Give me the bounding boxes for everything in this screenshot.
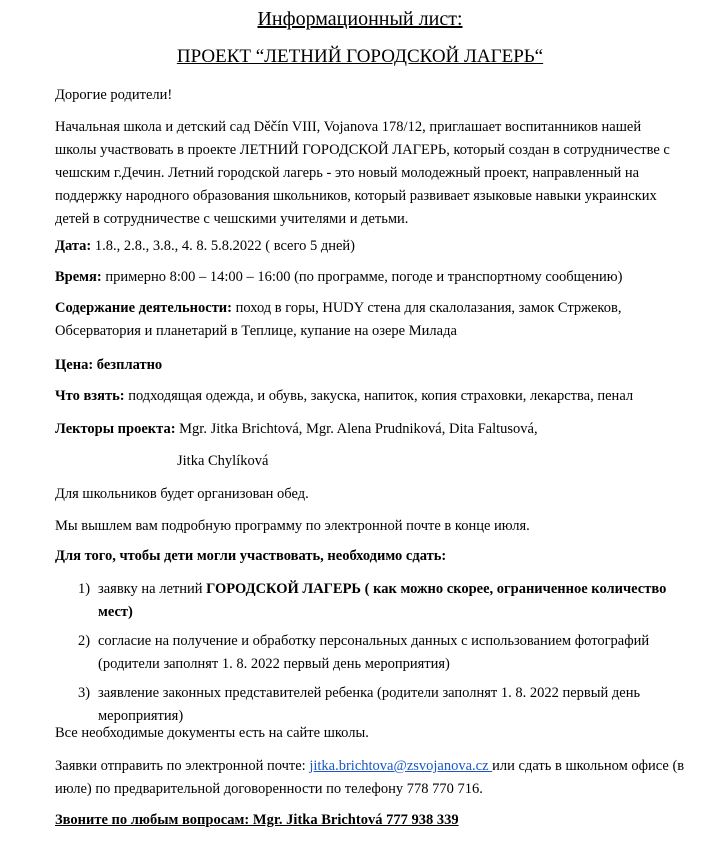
list-item xyxy=(78,578,688,624)
submit-after: или сдать в школьном офисе (в июле) по предварительной договоренности по телефону 778 770 716. xyxy=(55,758,685,797)
submit-paragraph xyxy=(55,755,685,801)
list-item-number: 3) xyxy=(78,685,91,701)
program-line: Мы вышлем вам подробную программу по электронной почте в конце июля. xyxy=(55,518,530,534)
price-line: Цена: безплатно xyxy=(55,357,163,373)
document-subtitle: ПРОЕКТ “ЛЕТНИЙ ГОРОДСКОЙ ЛАГЕРЬ“ xyxy=(176,46,544,67)
time-line xyxy=(55,266,685,289)
time-value: примерно 8:00 – 14:00 – 16:00 (по программе, погоде и транспортному сообщению) xyxy=(101,269,623,285)
greeting: Дорогие родители! xyxy=(55,87,173,103)
date-label: Дата: xyxy=(55,238,92,254)
docs-line: Все необходимые документы есть на сайте школы. xyxy=(55,725,369,741)
email-link[interactable]: jitka.brichtova@zsvojanova.cz xyxy=(309,758,493,774)
list-item-text: согласие на получение и обработку персональных данных с использованием фотографий (родители заполнят 1. 8. 2022 первый день мероприятия) xyxy=(98,633,650,672)
activities-line xyxy=(55,297,685,343)
document-title: Информационный лист: xyxy=(257,8,463,30)
time-label: Время: xyxy=(55,269,102,285)
list-item xyxy=(78,630,688,676)
contact-line: Звоните по любым вопросам: Mgr. Jitka Brichtová 777 938 339 xyxy=(55,812,459,828)
activities-value: поход в горы, HUDY стена для скалолазания, замок Стржеков, Обсерватория и планетарий в Теплице, купание на озере Милада xyxy=(55,300,622,339)
lecturers-line xyxy=(55,418,685,441)
intro-paragraph: Начальная школа и детский сад Děčín VIII, Vojanova 178/12, приглашает воспитанников нашей школы участвовать в проекте ЛЕТНИЙ ГОРОДСКОЙ ЛАГЕРЬ, который создан в сотрудничестве с чешским г.Дечин. Летний городской лагерь - это новый молодежный проект, направленный на поддержку народного образования школьников, который развивает языковые навыки украинских детей в сотрудничестве с чешскими учителями и детьми. xyxy=(55,119,670,227)
lecturers-label: Лекторы проекта: xyxy=(55,421,176,437)
date-line xyxy=(55,235,685,258)
list-item-number: 1) xyxy=(78,581,91,597)
bring-line xyxy=(55,385,685,408)
submit-before: Заявки отправить по электронной почте: xyxy=(55,758,310,774)
required-list xyxy=(78,578,688,728)
bring-label: Что взять: xyxy=(55,388,125,404)
list-item-text-b: ГОРОДСКОЙ ЛАГЕРЬ ( как можно скорее, ограниченное количество мест) xyxy=(98,581,667,620)
list-item-text-a: заявку на летний xyxy=(98,581,207,597)
lecturers-line-2: Jitka Chylíková xyxy=(177,453,269,469)
list-item-text: заявление законных представителей ребенка (родители заполнят 1. 8. 2022 первый день мероприятия) xyxy=(98,685,641,724)
lunch-line: Для школьников будет организован обед. xyxy=(55,486,309,502)
activities-label: Содержание деятельности: xyxy=(55,300,232,316)
lecturers-value: Mgr. Jitka Brichtová, Mgr. Alena Prudniková, Dita Faltusová, xyxy=(175,421,538,437)
bring-value: подходящая одежда, и обувь, закуска, напиток, копия страховки, лекарства, пенал xyxy=(124,388,634,404)
date-value: 1.8., 2.8., 3.8., 4. 8. 5.8.2022 ( всего 5 дней) xyxy=(91,238,355,254)
list-item-number: 2) xyxy=(78,633,91,649)
required-heading: Для того, чтобы дети могли участвовать, необходимо сдать: xyxy=(55,548,447,564)
